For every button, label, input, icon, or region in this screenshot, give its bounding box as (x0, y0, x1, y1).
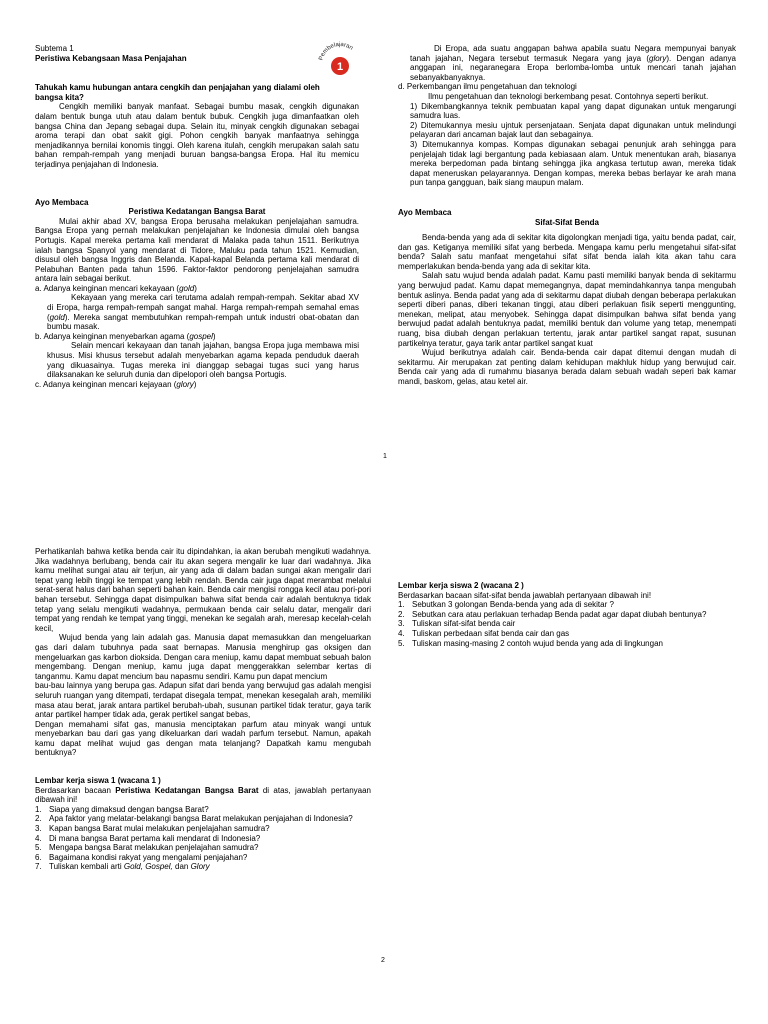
factor-a-heading: a. Adanya keinginan mencari kekayaan (gold) (35, 283, 197, 293)
section-heading-ayo-membaca-2: Ayo Membaca (398, 207, 452, 217)
cair-paragraph: Perhatikanlah bahwa ketika benda cair itu dipindahkan, ia akan berubah mengikuti wadahnya. Jika wadahnya berlubang, benda cair itu akan segera mengalir ke luar dari wadahnya. Jika kamu melihat sungai atau air terjun, air yang ada di dalam badan sungai akan mengalir dari tepat yang lebih tinggi ke tempat yang lebih rendah. Benda cair juga dapat merambat melalui serat-serat halus dari bahan seperti bahan kain. Benda cair mengisi rongga kecil atau pori-pori bahan tersebut. Sehingga dapat disimpulkan bahwa sifat benda cair adalah bentuknya tidak tetap yang selalu mengikuti wadahnya, permukaan benda cair selalu datar, mengalir dari tempat yang rendah ke tempat yang tinggi, menekan ke segalah arah, meresap kecelah-celah kecil, (35, 547, 371, 633)
pembelajaran-badge (316, 40, 364, 76)
technology-item: 1) Dikembangkannya teknik pembuatan kapal yang dapat digunakan untuk mengarungi samudra luas. (410, 101, 736, 121)
lks1-title: Lembar kerja siswa 1 (wacana 1 ) (35, 776, 161, 786)
page-number-1: 1 (383, 453, 387, 460)
page2-right-column (398, 581, 736, 648)
section-heading-ayo-membaca: Ayo Membaca (35, 197, 89, 207)
intro-paragraph: Cengkih memiliki banyak manfaat. Sebagai bumbu masak, cengkih digunakan dalam bentuk bunga utuh atau dalam bentuk bubuk. Cengkih juga dimanfaatkan oleh bangsa China dan Jepang sebagai dupa. Selain itu, minyak cengkih digunakan sebagai aroma terapi dan obat sakit gigi. Pohon cengkih banyak manfaatnya sehingga menjadikannya bernilai konomis tinggi. Oleh karena itulah, cengkih merupakan salah satu bahan rempah-rempah yang menjadi buruan bangsa-bangsa Eropa. Hal itu memicu terjadinya penjajahan di Indonesia. (35, 102, 359, 169)
factor-d-body: Ilmu pengetahuan dan teknologi berkembang pesat. Contohnya seperti berikut. (428, 91, 709, 101)
page-number-2: 2 (381, 957, 385, 964)
list-item: 7. Tuliskan kembali arti Gold, Gospel, dan Glory (35, 862, 210, 872)
list-item: 3. Tuliskan sifat-sifat benda cair (398, 619, 516, 629)
list-item: 3. Kapan bangsa Barat mulai melakukan penjelajahan samudra? (35, 824, 270, 834)
list-item: 4. Tuliskan perbedaan sifat benda cair dan gas (398, 628, 570, 638)
benda-paragraph-2: Salah satu wujud benda adalah padat. Kamu pasti memiliki banyak benda di sekitarmu yang berwujud padat. Kamu dapat memegangnya, dapat memindahkannya tanpa mengubah bentuk aslinya. Benda padat yang ada di sekitarmu dapat diubah dengan beberapa perlakukan seperti diberi panas, diberi tekanan tinggi, atau diberi perlakuan fisik seperti menggunting, menekan, melipat, atau menyobek. Sehingga dapat disimpulkan bahwa sifat benda yang berwujud padat adalah bentuknya padat, memiliki bentuk dan volume yang tetap, menempati ruang, bisa diubah dengan perlakuan tertentu, jarak antar partikel sangat rapat, susunan partikelnya teratur, gaya tarik antar partikel sangat kuat (398, 271, 736, 348)
reading-title: Peristiwa Kedatangan Bangsa Barat (128, 207, 266, 217)
benda-paragraph-1: Benda-benda yang ada di sekitar kita digolongkan menjadi tiga, yaitu benda padat, cair, dan gas. Ketiganya memiliki sifat yang berbeda. Mengapa kamu perlu mengetahui sifat-sifat benda? Salah satu manfaat mengetahui sifat sifat benda ialah kita akan tahu cara memperlakukan benda-benda yang ada di sekitar kita. (398, 233, 736, 271)
page1-right-column (398, 44, 736, 387)
benda-paragraph-3: Wujud berikutnya adalah cair. Benda-benda cair dapat ditemui dengan mudah di sekitarmu. Air merupakan zat penting dalam kehidupan makhluk hidup yang berwujud cair. Benda cair yang ada di rumahmu biasanya berada dalam sebuah wadah seperi bak kamar mandi, baskom, gelas, atau ketel air. (398, 348, 736, 386)
parfum-paragraph: Dengan memahami sifat gas, manusia menciptakan parfum atau minyak wangi untuk menyebarkan bau dari gas yang dikeluarkan dari wadah parfum tersebut. Namun, apakah kamu dapat melihat wujud gas dengan mata telanjang? Dapatkah kamu mengubah bentuknya? (35, 719, 371, 758)
badge-word: Pembelajaran (318, 41, 354, 62)
badge-number: 1 (336, 61, 344, 73)
factor-b-body: Selain mencari kekayaan dan tanah jajahan, bangsa Eropa juga membawa misi khusus. Misi khusus tersebut adalah menyebarkan agama kepada penduduk daerah yang dikuasainya. Tugas mereka ini dianggap sebagai tugas suci yang harus dilaksanakan ke seluruh dunia dan dipelopori oleh bangsa Portugis. (47, 341, 359, 380)
lks1-intro: Berdasarkan bacaan Peristiwa Kedatangan Bangsa Barat di atas, jawablah pertanyaan dibawah ini! (35, 785, 371, 805)
list-item: 5. Tuliskan masing-masing 2 contoh wujud benda yang ada di lingkungan (398, 638, 663, 648)
lks1-question-list (35, 805, 371, 872)
list-item: 1. Sebutkan 3 golongan Benda-benda yang ada di sekitar ? (398, 600, 614, 610)
glory-paragraph: Di Eropa, ada suatu anggapan bahwa apabila suatu Negara mempunyai banyak tanah jajahan, Negara tersebut termasuk Negara yang jaya (glory). Dengan adanya anggapan ini, negaranegara Eropa berlomba-lomba untuk mencari tanah jajahan sebanyakbanyaknya. (410, 44, 736, 82)
list-item: 2. Sebutkan cara atau perlakuan terhadap Benda padat agar dapat diubah bentunya? (398, 609, 707, 619)
reading-paragraph: Mulai akhir abad XV, bangsa Eropa berusaha melakukan penjelajahan samudra. Bangsa Eropa yang pernah melakukan penjelajahan ke Indonesia dimulai oleh bangsa Portugis. Kapal mereka pertama kali mendarat di Malaka pada tahun 1511. Berikutnya ialah bangsa Spanyol yang mendarat di Tidore, Maluku pada tahun 1521. Kemudian, disusul oleh bangsa Inggris dan Belanda. Kapal-kapal Belanda pertama kali mendarat di Pelabuhan Banten pada tahun 1596. Faktor-faktor pendorong penjelajahan samudra antara lain sebagai berikut. (35, 216, 359, 284)
factor-d-heading: d. Perkembangan ilmu pengetahuan dan teknologi (398, 82, 577, 92)
page-title: Peristiwa Kebangsaan Masa Penjajahan (35, 53, 187, 63)
list-item: 1. Siapa yang dimaksud dengan bangsa Barat? (35, 804, 209, 814)
technology-list (398, 102, 736, 188)
technology-item: 2) Ditemukannya mesiu ujntuk persenjataan. Senjata dapat digunakan untuk melindungi pelayaran dari ancaman bajak laut dan sebagainya. (410, 120, 736, 140)
pembelajaran-badge-graphic (316, 40, 364, 76)
list-item: 2. Apa faktor yang melatar-belakangi bangsa Barat melakukan penjajahan di Indonesia? (35, 814, 353, 824)
list-item: 5. Mengapa bangsa Barat melakukan penjelajahan samudra? (35, 843, 259, 853)
gas-paragraph: Wujud benda yang lain adalah gas. Manusia dapat memasukkan dan mengeluarkan gas dari dalam tubuhnya pada saat bernapas. Manusia menghirup gas oksigen dan mengeluarkan gas karbon dioksida. Dengan cara meniup, kamu dapat membuat sebuah balon mengembang. Dengan meniup, kamu juga dapat menggerakkan selembar kertas di tanganmu. Kamu dapat mencium bau napasmu sendiri. Kamu pun dapat mencium (35, 633, 371, 681)
technology-item: 3) Ditemukannya kompas. Kompas digunakan sebagai penunjuk arah sehingga para penjelajah tidak lagi bergantung pada kebiasaan alam. Untuk menentukan arah, biasanya mereka berpedoman pada bintang sehingga jika angkasa tertutup awan, mereka tidak dapat meneruskan pelayarannya. Dengan kompas, mereka bebas berlayar ke arah mana pun tanpa gangguan, baik siang maupun malam. (410, 139, 736, 188)
gas-paragraph-continued: bau-bau lainnya yang berupa gas. Adapun sifat dari benda yang berwujud gas adalah mengisi seluruh ruangan yang ditempati, terdapat disegala tempat, menekan kesegalah arah, memiliki masa atau berat, jarak antara partikel berubah-ubah, susunan partikel tidak teratur, gaya tarik antar partikel hamper tidak ada, gerak pertikel sangat bebas, (35, 681, 371, 720)
list-item: 4. Di mana bangsa Barat pertama kali mendarat di Indonesia? (35, 833, 261, 843)
page1-left-column (35, 41, 359, 389)
factor-a-body: Kekayaan yang mereka cari terutama adalah rempah-rempah. Sekitar abad XV di Eropa, harga rempah-rempah sangat mahal. Harga rempah-rempah semahal emas (gold). Mereka sangat membutuhkan rempah-rempah untuk industri obat-obatan dan bumbu masak. (47, 293, 359, 332)
lks2-intro: Berdasarkan bacaan sifat-sifat benda jawablah pertanyaan dibawah ini! (398, 590, 652, 600)
list-item: 6. Bagaimana kondisi rakyat yang mengalami penjajahan? (35, 852, 248, 862)
factor-b-heading: b. Adanya keinginan menyebarkan agama (gospel) (35, 331, 216, 341)
page2-left-column (35, 547, 371, 872)
reading2-title: Sifat-Sifat Benda (534, 217, 599, 227)
factor-c-heading: c. Adanya keinginan mencari kejayaan (glory) (35, 379, 197, 389)
lks2-title: Lembar kerja siswa 2 (wacana 2 ) (398, 581, 524, 590)
intro-question: Tahukah kamu hubungan antara cengkih dan penjajahan yang dialami oleh bangsa kita? (35, 83, 320, 102)
subtema-label: Subtema 1 (35, 44, 74, 53)
lks2-question-list (398, 600, 736, 648)
